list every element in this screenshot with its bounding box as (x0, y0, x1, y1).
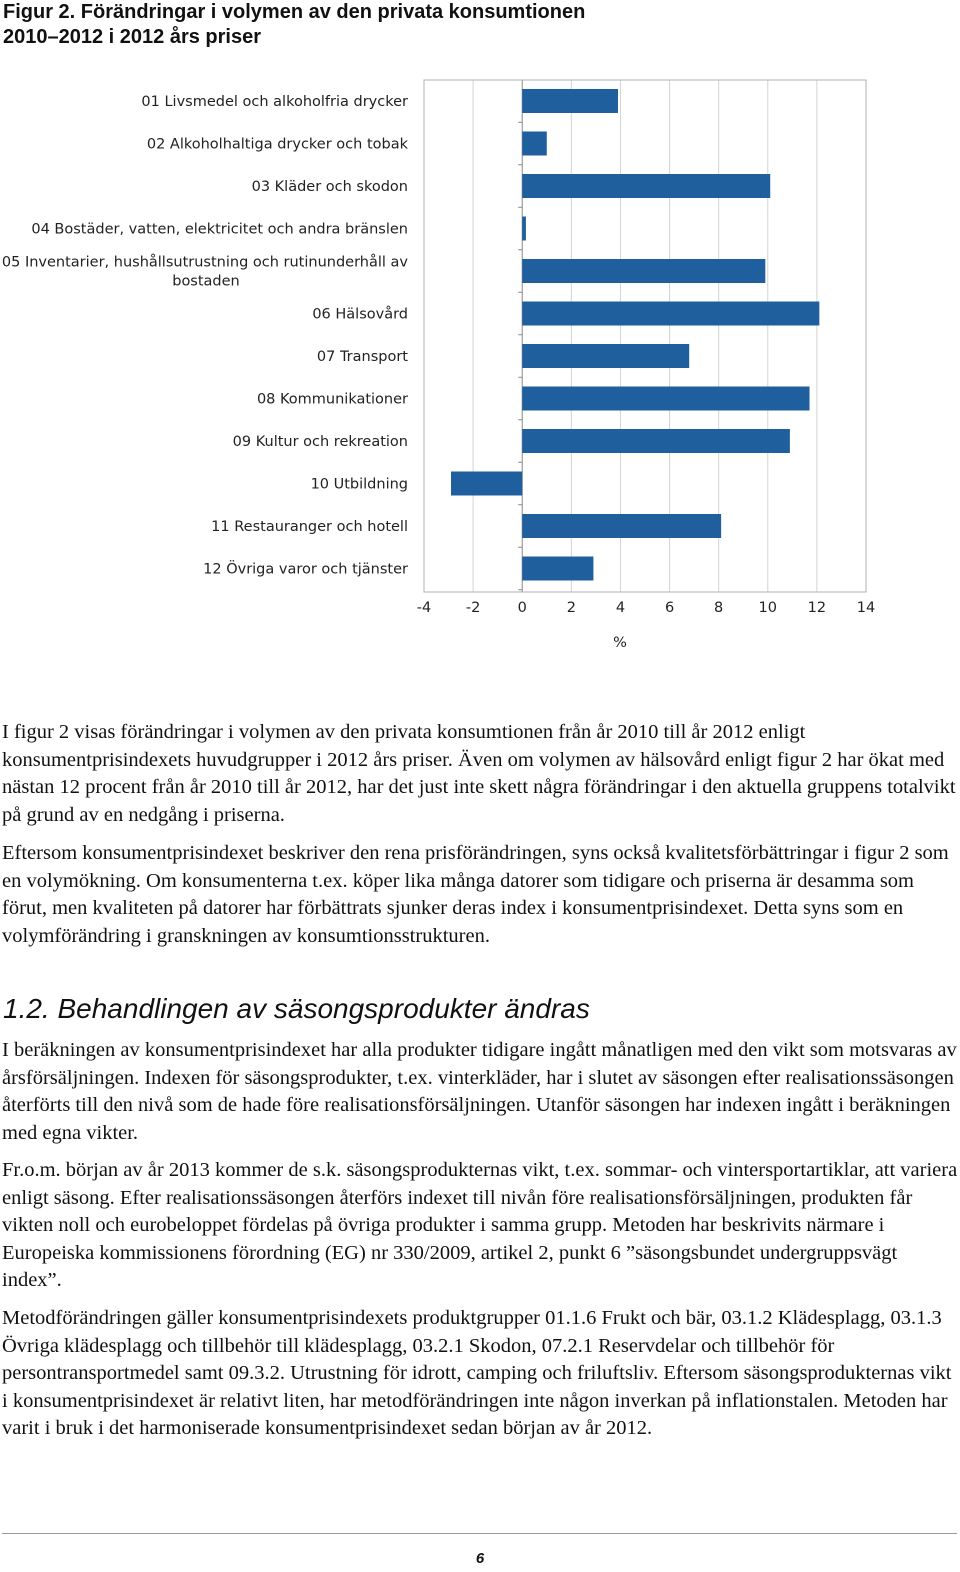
category-label-line: 05 Inventarier, hushållsutrustning och rutinunderhåll av (1, 254, 408, 271)
bar (522, 217, 526, 241)
category-label (31, 222, 408, 238)
x-tick-label: 14 (856, 600, 876, 616)
category-label-line: 02 Alkoholhaltiga drycker och tobak (146, 136, 408, 153)
category-label-line: 04 Bostäder, vatten, elektricitet och andra bränslen (31, 221, 408, 238)
section-heading: 1.2. Behandlingen av säsongsprodukter ändras (3, 993, 590, 1024)
category-label (233, 434, 408, 450)
x-tick-labels (417, 600, 875, 616)
footer-rule (2, 1533, 957, 1534)
category-label-line: 12 Övriga varor och tjänster (203, 561, 408, 578)
bar (522, 132, 547, 156)
bar (522, 429, 790, 453)
page-number: 6 (475, 1550, 485, 1567)
x-tick-label: -2 (465, 600, 481, 616)
category-labels (2, 94, 409, 578)
chart-bars (451, 89, 819, 581)
paragraph-2: Eftersom konsumentprisindexet beskriver den rena prisförändringen, syns också kvalitetsförbättringar i figur 2 som en volymökning. Om konsumenterna t.ex. köper lika många datorer som tidigare och priserna är desamma som förut, men kvaliteten på datorer har förbättrats sjunker deras index i konsumentprisindexet. Detta syns som en volymförändring i granskningen av konsumtionsstrukturen. (2, 842, 949, 947)
x-tick-label: 12 (807, 600, 827, 616)
category-label-line: 03 Kläder och skodon (251, 179, 408, 195)
category-label-line: bostaden (172, 273, 240, 290)
category-label (312, 306, 408, 323)
bar (522, 302, 819, 326)
category-label (317, 349, 408, 365)
x-axis-label: % (613, 635, 627, 651)
paragraph-1: I figur 2 visas förändringar i volymen av den privata konsumtionen från år 2010 till år 2012 enligt konsumentprisindexets huvudgrupper i 2012 års priser. Även om volymen av hälsovård enligt figur 2 har ökat med nästan 12 procent från år 2010 till år 2012, har det just inte skett några förändringar i den aktuella gruppens totalvikt på grund av en nedgång i priserna. (2, 721, 956, 826)
bar (522, 514, 721, 538)
bar (522, 344, 689, 368)
x-tick-label: 8 (714, 600, 724, 616)
figure-title-line-2: 2010–2012 i 2012 års priser (3, 26, 261, 48)
bar (522, 387, 809, 411)
figure-title (3, 0, 585, 50)
category-label (147, 137, 409, 153)
x-tick-label: 4 (615, 600, 626, 616)
category-label-line: 01 Livsmedel och alkoholfria drycker (141, 94, 408, 110)
bar (522, 89, 618, 113)
bar (451, 472, 522, 496)
section-paragraph-1: I beräkningen av konsumentprisindexet har alla produkter tidigare ingått månatligen med den vikt som motsvaras av årsförsäljningen. Indexen för säsongsprodukter, t.ex. vinterkläder, har i slutet av säsongen efter realisationssäsongen återförts till den nivå som de hade före realisationsförsäljningen. Utanför säsongen har indexen ingått i beräkningen med egna vikter. (2, 1039, 957, 1144)
bar (522, 259, 765, 283)
category-label (257, 392, 408, 408)
x-tick-label: 10 (758, 600, 778, 616)
x-tick-label: 2 (566, 600, 576, 616)
bar (522, 174, 770, 198)
category-label (203, 560, 408, 578)
category-label (211, 519, 408, 535)
category-label-line: 08 Kommunikationer (256, 391, 408, 408)
category-label (311, 477, 408, 493)
category-label (2, 254, 409, 290)
figure-title-line-1: Figur 2. Förändringar i volymen av den privata konsumtionen (3, 1, 586, 23)
bar (522, 557, 593, 581)
x-tick-label: 6 (664, 600, 675, 616)
category-label-line: 11 Restauranger och hotell (211, 519, 408, 535)
category-label-line: 06 Hälsovård (312, 306, 408, 323)
bar-chart (0, 70, 960, 670)
category-label (141, 94, 408, 110)
x-tick-label: -4 (416, 600, 432, 616)
section-paragraph-2: Fr.o.m. början av år 2013 kommer de s.k. säsongsprodukternas vikt, t.ex. sommar- och vintersportartiklar, att variera enligt säsong. Efter realisationssäsongen återförs indexet till nivån före realisationsförsäljningen, produkten får vikten noll och eurobeloppet fördelas på övriga produkter i samma grupp. Metoden har beskrivits närmare i Europeiska kommissionens förordning (EG) nr 330/2009, artikel 2, punkt 6 ”säsongsbundet undergruppsvägt index”. (2, 1159, 958, 1292)
category-label (252, 179, 408, 195)
x-tick-label: 0 (517, 600, 527, 616)
category-label-line: 10 Utbildning (310, 476, 408, 493)
section-paragraph-3: Metodförändringen gäller konsumentprisindexets produktgrupper 01.1.6 Frukt och bär, 03.1.2 Klädesplagg, 03.1.3 Övriga klädesplagg och tillbehör till klädesplagg, 03.2.1 Skodon, 07.2.1 Reservdelar och tillbehör för persontransportmedel samt 09.3.2. Utrustning för idrott, camping och friluftsliv. Eftersom säsongsprodukternas vikt i konsumentprisindexet är relativt liten, har metodförändringen inte någon inverkan på inflationstalen. Metoden har varit i bruk i det harmoniserade konsumentprisindexet sedan början av år 2012. (2, 1307, 952, 1440)
category-label-line: 07 Transport (316, 349, 408, 365)
category-label-line: 09 Kultur och rekreation (232, 434, 408, 450)
